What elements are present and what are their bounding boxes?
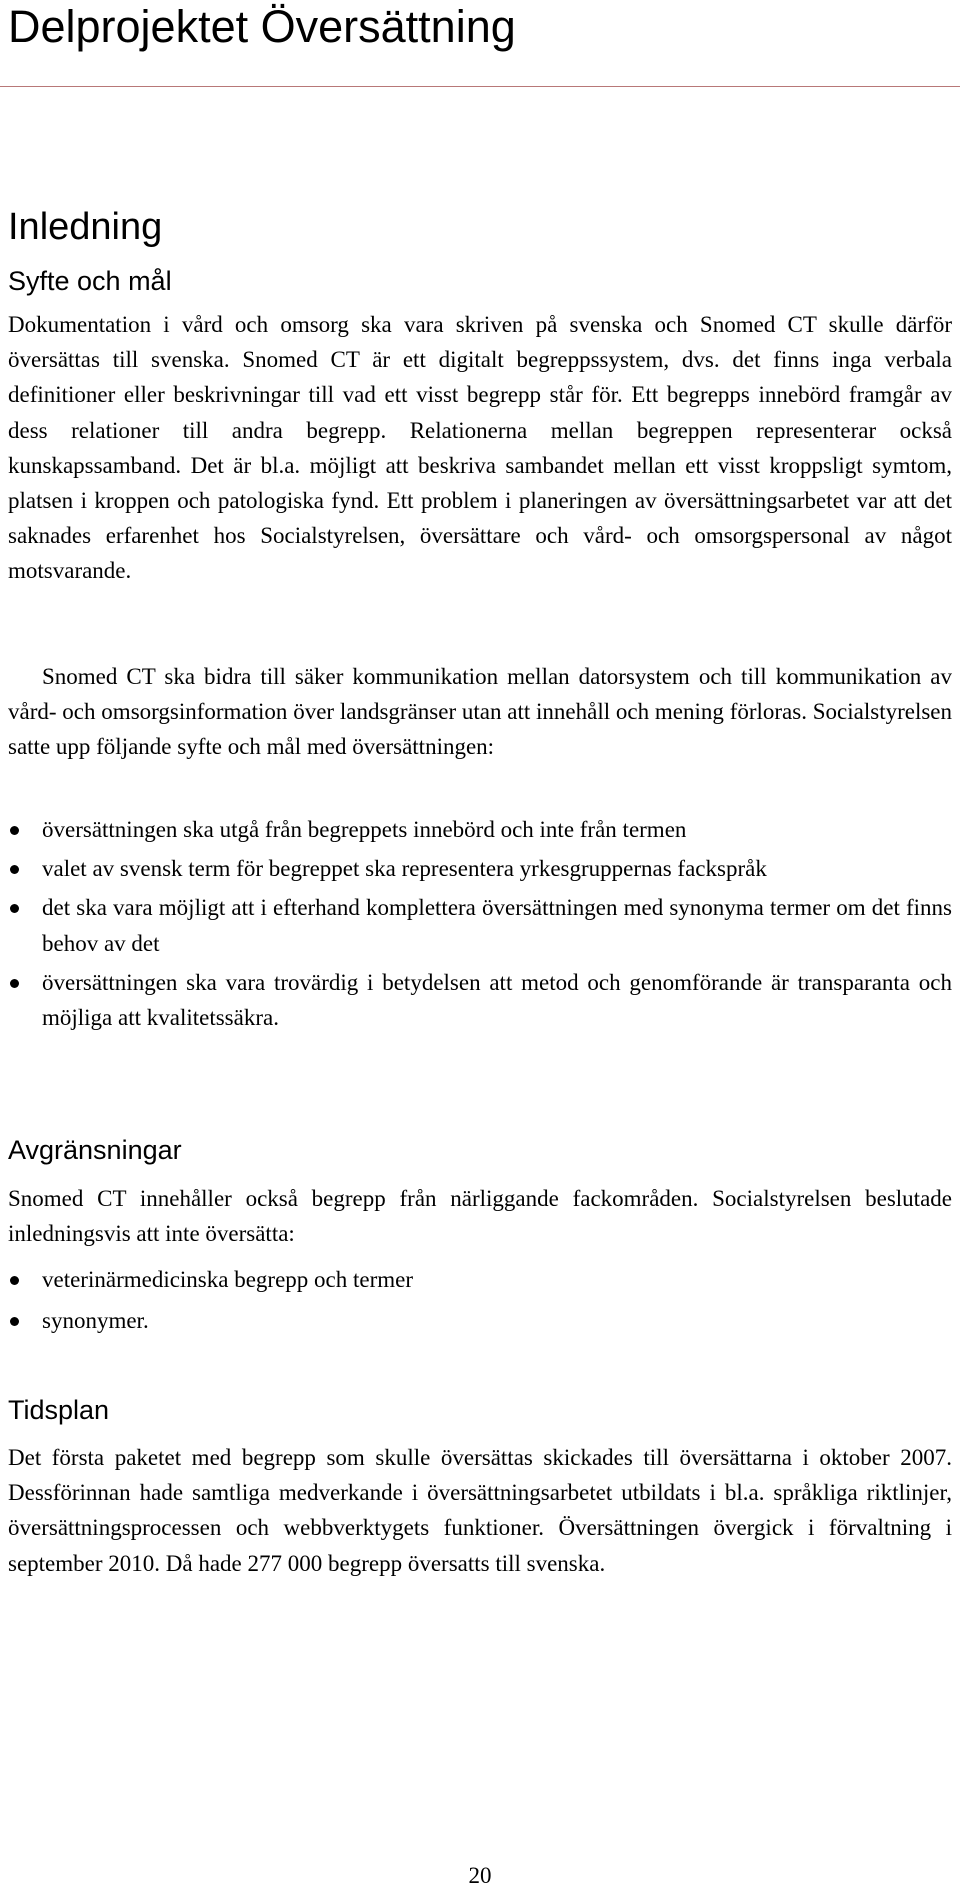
goal-text: det ska vara möjligt att i efterhand komplettera översättningen med synonyma termer om det finns behov av det xyxy=(42,895,952,956)
list-item xyxy=(8,1262,952,1297)
heading-avgransningar: Avgränsningar xyxy=(8,1135,182,1165)
bullet-icon xyxy=(10,1317,19,1326)
bullet-icon xyxy=(10,1276,19,1285)
title-divider xyxy=(0,86,960,87)
list-item xyxy=(8,890,952,960)
bullet-icon xyxy=(10,904,19,913)
goal-text: översättningen ska utgå från begreppets innebörd och inte från termen xyxy=(42,817,687,842)
list-item xyxy=(8,965,952,1035)
heading-inledning: Inledning xyxy=(8,206,163,248)
page-number: 20 xyxy=(468,1863,492,1888)
intro-paragraph-2: Snomed CT ska bidra till säker kommunikation mellan datorsystem och till kommunikation av vård- och omsorgsinformation över landsgränser utan att innehåll och mening förloras. Socialstyrelsen satte upp följande syfte och mål med översättningen: xyxy=(8,664,952,760)
goal-text: valet av svensk term för begreppet ska representera yrkesgruppernas fackspråk xyxy=(42,856,767,882)
bullet-icon xyxy=(10,826,19,835)
intro-paragraph-1: Dokumentation i vård och omsorg ska vara skriven på svenska och Snomed CT skulle därför översättas till svenska. Snomed CT är ett digitalt begreppssystem, dvs. det finns inga verbala definitioner eller beskrivningar till vad ett visst begrepp står för. Ett begrepps innebörd framgår av dess relationer till andra begrepp. Relationerna mellan begreppen representerar också kunskapssamband. Det är bl.a. möjligt att beskriva sambandet mellan ett visst kroppsligt symtom, platsen i kroppen och patologiska fynd. Ett problem i planeringen av översättningsarbetet var att det saknades erfarenhet hos Socialstyrelsen, översättare och vård- och omsorgspersonal av något motsvarande. xyxy=(8,312,952,584)
limit-text: veterinärmedicinska begrepp och termer xyxy=(42,1267,414,1292)
bullet-icon xyxy=(10,979,19,988)
subheading-syfte-och-mal: Syfte och mål xyxy=(8,266,172,296)
schedule-paragraph: Det första paketet med begrepp som skulle översättas skickades till översättarna i oktober 2007. Dessförinnan hade samtliga medverkande i översättningsarbetet utbildats i bl.a. språkliga riktlinjer, översättningsprocessen och webbverktygets funktioner. Översättningen övergick i förvaltning i september 2010. Då hade 277 000 begrepp översatts till svenska. xyxy=(8,1445,952,1576)
limits-paragraph: Snomed CT innehåller också begrepp från närliggande fackområden. Socialstyrelsen beslutade inledningsvis att inte översätta: xyxy=(8,1186,952,1247)
list-item xyxy=(8,1303,952,1338)
goal-text: översättningen ska vara trovärdig i betydelsen att metod och genomförande är transparanta och möjliga att kvalitetssäkra. xyxy=(42,969,952,1031)
bullet-icon xyxy=(10,865,19,874)
limit-text: synonymer. xyxy=(42,1308,149,1334)
list-item xyxy=(8,812,952,847)
list-item xyxy=(8,851,952,886)
goals-list xyxy=(8,812,952,1035)
heading-tidsplan: Tidsplan xyxy=(8,1395,110,1425)
page-title: Delprojektet Översättning xyxy=(8,1,516,52)
limits-list xyxy=(8,1262,952,1338)
